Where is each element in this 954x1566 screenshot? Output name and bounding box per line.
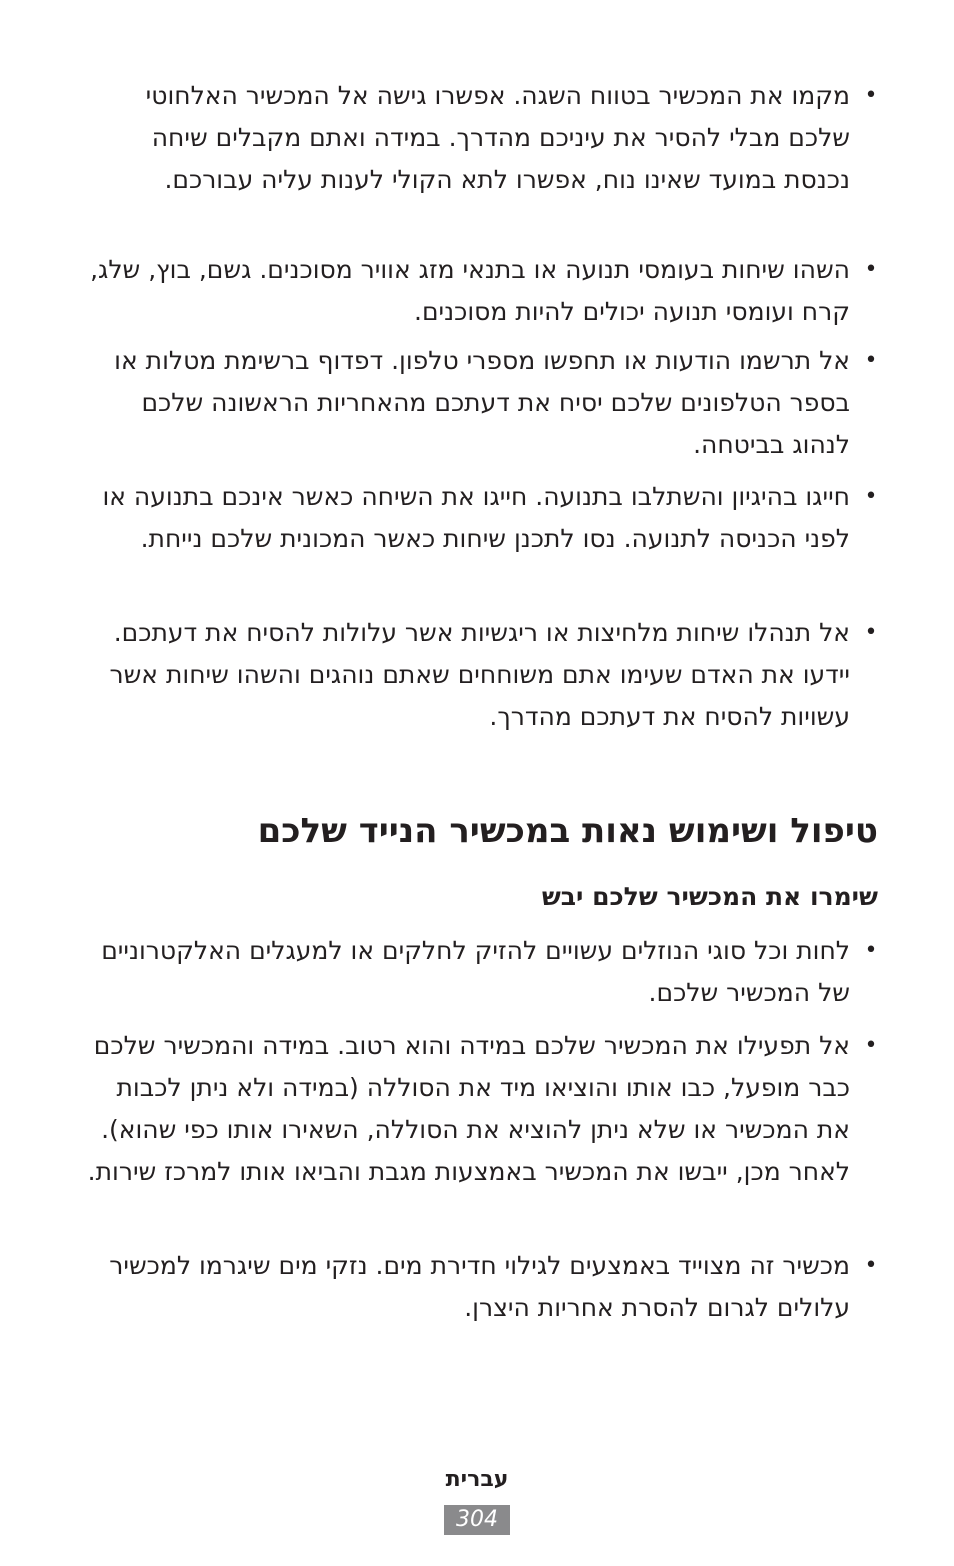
list-item-text: השהו שיחות בעומסי תנועה או בתנאי מזג אוויר מסוכנים. גשם, בוץ, שלג, קרח ועומסי תנועה יכולים להיות מסוכנים. (90, 255, 850, 326)
list-item-text: מקמו את המכשיר בטווח השגה. אפשרו גישה אל המכשיר האלחוטי שלכם מבלי להסיר את עיניכם מהדרך. במידה ואתם מקבלים שיחה נכנסת במועד שאינו נוח, אפשרו לתא הקולי לענות עליה עבורכם. (145, 81, 850, 194)
list-item (78, 930, 878, 1014)
list-item-text: אל תנהלו שיחות מלחיצות או ריגשיות אשר עלולות להסיח את דעתכם. יידעו את האדם שעימו אתם משוחחים שאתם נוהגים והשהו שיחות אשר עשויות להסיח את דעתכם מהדרך. (109, 618, 850, 731)
bullet-icon: • (864, 1033, 878, 1058)
list-item (78, 1025, 878, 1193)
list-item-text: מכשיר זה מצוייד באמצעים לגילוי חדירת מים. נזקי מים שיגרמו למכשיר עלולים לגרום להסרת אחריות היצרן. (109, 1251, 850, 1322)
list-item (78, 75, 878, 201)
bullet-icon: • (864, 620, 878, 645)
list-item-text: אל תרשמו הודעות או תחפשו מספרי טלפון. דפדוף ברשימת מטלות או בספר הטלפונים שלכם יסיח את דעתכם מהאחריות הראשונה שלכם לנהוג בביטחה. (114, 346, 850, 459)
section-title: טיפול ושימוש נאות במכשיר הנייד שלכם (257, 811, 878, 851)
bullet-icon: • (864, 484, 878, 509)
bullet-icon: • (864, 1253, 878, 1278)
list-item-text: חייגו בהיגיון והשתלבו בתנועה. חייגו את השיחה כאשר אינכם בתנועה או לפני הכניסה לתנועה. נסו לתכנן שיחות כאשר המכונית שלכם נייחת. (102, 482, 850, 553)
subsection-title: שימרו את המכשיר שלכם יבש (541, 882, 878, 911)
page-number: 304 (444, 1505, 510, 1535)
list-item-text: אל תפעילו את המכשיר שלכם במידה והוא רטוב. במידה והמכשיר שלכם כבר מופעל, כבו אותו והוציאו מיד את הסוללה (במידה ולא ניתן לכבות את המכשיר או שלא ניתן להוציא את הסוללה, השאירו אותו כפי שהוא). לאחר מכן, ייבשו את המכשיר באמצעות מגבת והביאו אותו למרכז שירות. (87, 1031, 850, 1186)
list-item (78, 340, 878, 466)
list-item (78, 1245, 878, 1329)
bullet-icon: • (864, 348, 878, 373)
list-item (78, 249, 878, 333)
list-item (78, 612, 878, 738)
bullet-icon: • (864, 938, 878, 963)
footer-language-label: עברית (445, 1467, 509, 1492)
bullet-icon: • (864, 257, 878, 282)
bullet-icon: • (864, 83, 878, 108)
list-item-text: לחות וכל סוגי הנוזלים עשויים להזיק לחלקים או למעגלים האלקטרוניים של המכשיר שלכם. (101, 936, 850, 1007)
list-item (78, 476, 878, 560)
